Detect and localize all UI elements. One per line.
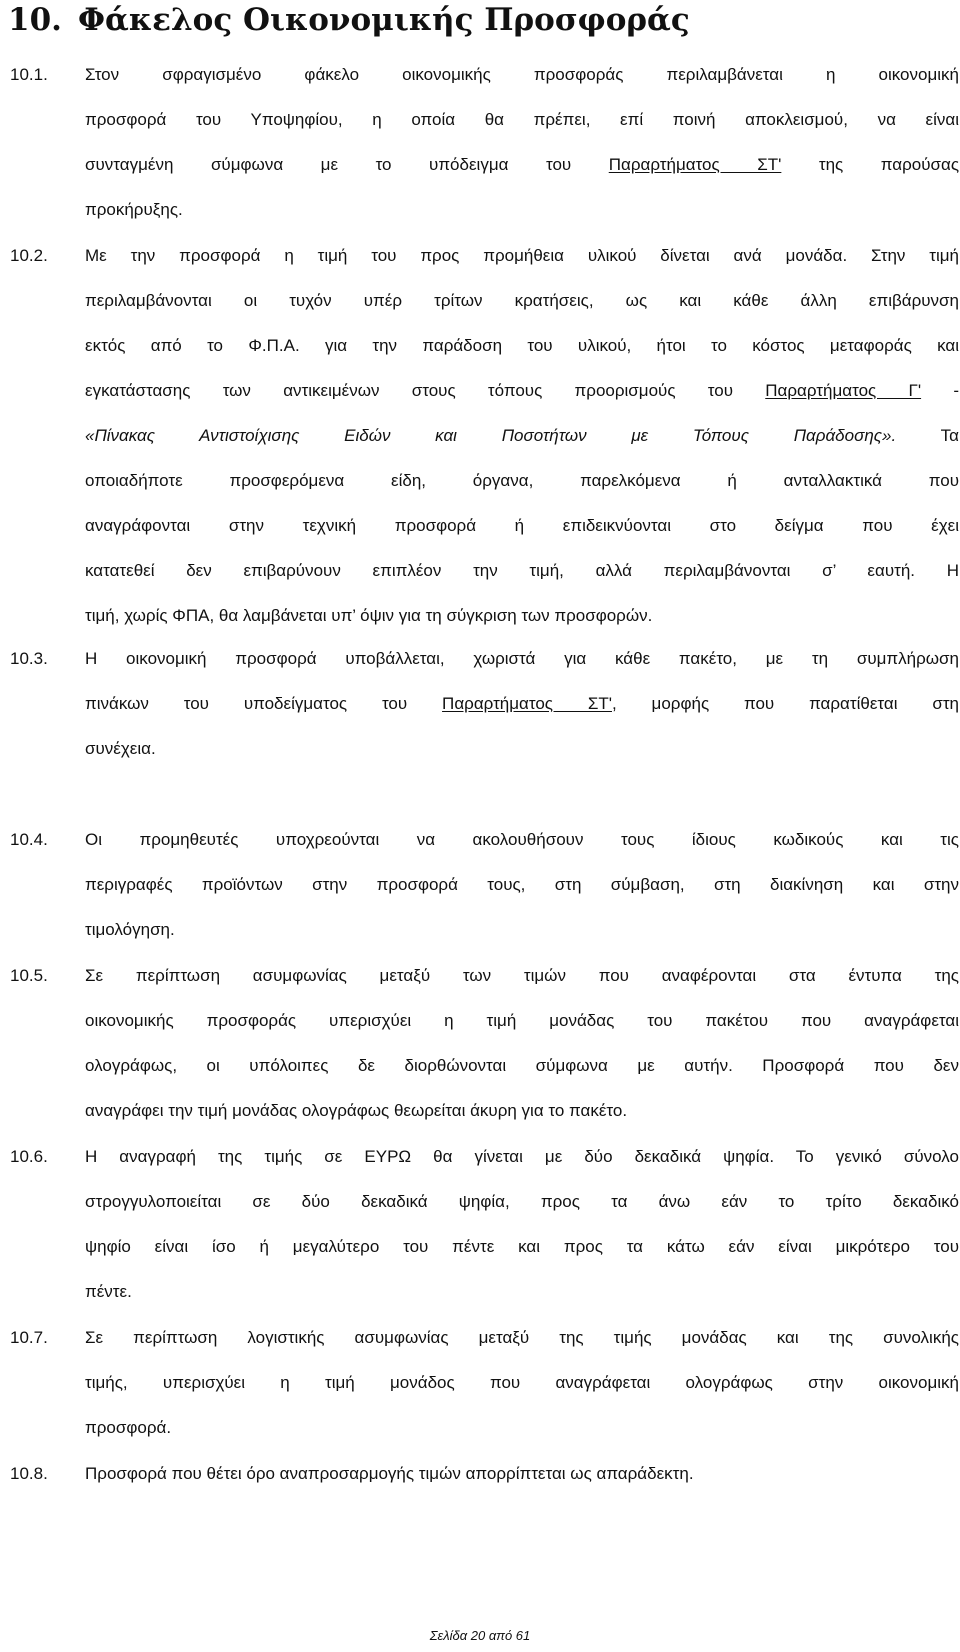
text-line — [85, 52, 959, 97]
section-paragraph — [85, 233, 959, 638]
annex-reference-link[interactable]: Παραρτήματος ΣΤ' — [608, 155, 782, 174]
section-paragraph — [85, 1315, 959, 1450]
text-line — [85, 998, 959, 1043]
text-line — [85, 1315, 959, 1360]
text-segment: περιγραφές προϊόντων στην προσφορά τους, στη σύμβαση, στη διακίνηση και στην — [85, 875, 959, 894]
text-line — [85, 97, 959, 142]
text-line — [85, 1043, 959, 1088]
text-segment: Στον σφραγισμένο φάκελο οικονομικής προσφοράς περιλαμβάνεται η οικονομική — [85, 65, 959, 84]
text-segment: Η οικονομική προσφορά υποβάλλεται, χωριστά για κάθε πακέτο, με τη συμπλήρωση — [85, 649, 959, 668]
section-number: 10.8. — [10, 1464, 48, 1483]
text-line — [85, 1451, 959, 1496]
text-segment: συνταγμένη σύμφωνα με το υπόδειγμα του — [85, 155, 609, 174]
annex-reference-link[interactable]: Παραρτήματος ΣΤ' — [442, 694, 612, 713]
text-segment: Σε περίπτωση ασυμφωνίας μεταξύ των τιμών που αναφέρονται στα έντυπα της — [85, 966, 959, 985]
text-segment: πέντε. — [85, 1282, 132, 1301]
text-line — [85, 278, 959, 323]
text-segment: οποιαδήποτε προσφερόμενα είδη, όργανα, παρελκόμενα ή ανταλλακτικά που — [85, 471, 959, 490]
text-segment: της παρούσας — [781, 155, 960, 174]
text-line — [85, 323, 959, 368]
text-line — [85, 1134, 959, 1179]
text-line — [85, 1360, 959, 1405]
text-segment: - — [921, 381, 959, 400]
text-line — [85, 233, 959, 278]
text-segment: προκήρυξης. — [85, 200, 183, 219]
page-footer: Σελίδα 20 από 61 — [429, 1628, 531, 1643]
text-segment: , μορφής που παρατίθεται στη — [611, 694, 959, 713]
text-line — [85, 681, 959, 726]
text-line — [85, 953, 959, 998]
text-line — [85, 1088, 959, 1133]
section-number: 10.5. — [10, 966, 48, 985]
text-line — [85, 368, 959, 413]
text-segment: αναγράφει την τιμή μονάδας ολογράφως θεωρείται άκυρη για το πακέτο. — [85, 1101, 628, 1120]
text-segment: Προσφορά που θέτει όρο αναπροσαρμογής τιμών απορρίπτεται ως απαράδεκτη. — [85, 1464, 694, 1483]
text-line — [85, 862, 959, 907]
text-line — [85, 726, 959, 771]
text-segment: Η αναγραφή της τιμής σε ΕΥΡΩ θα γίνεται με δύο δεκαδικά ψηφία. Το γενικό σύνολο — [85, 1147, 959, 1166]
text-line — [85, 458, 959, 503]
text-segment: στρογγυλοποιείται σε δύο δεκαδικά ψηφία, προς τα άνω εάν το τρίτο δεκαδικό — [85, 1192, 959, 1211]
text-line — [85, 636, 959, 681]
text-segment: προσφορά του Υποψηφίου, η οποία θα πρέπει, επί ποινή αποκλεισμού, να είναι — [85, 110, 959, 129]
text-segment: προσφορά. — [85, 1418, 172, 1437]
section-paragraph — [85, 636, 959, 771]
section-paragraph — [85, 52, 959, 232]
text-segment: πινάκων του υποδείγματος του — [85, 694, 443, 713]
section-number: 10.2. — [10, 246, 48, 265]
text-segment: Με την προσφορά η τιμή του προς προμήθεια υλικού δίνεται ανά μονάδα. Στην τιμή — [85, 246, 959, 265]
text-segment: ψηφίο είναι ίσο ή μεγαλύτερο του πέντε και προς τα κάτω εάν είναι μικρότερο του — [85, 1237, 959, 1256]
text-line — [85, 187, 959, 232]
section-paragraph — [85, 1451, 959, 1496]
text-segment: συνέχεια. — [85, 739, 156, 758]
annex-reference-link[interactable]: Παραρτήματος Γ' — [765, 381, 922, 400]
text-line — [85, 817, 959, 862]
text-line — [85, 1179, 959, 1224]
section-number: 10.6. — [10, 1147, 48, 1166]
text-line — [85, 907, 959, 952]
section-number: 10.4. — [10, 830, 48, 849]
text-segment: Σε περίπτωση λογιστικής ασυμφωνίας μεταξύ της τιμής μονάδας και της συνολικής — [85, 1328, 959, 1347]
text-line — [85, 413, 959, 458]
text-line — [85, 1269, 959, 1314]
text-line — [85, 593, 959, 638]
text-segment: κατατεθεί δεν επιβαρύνουν επιπλέον την τιμή, αλλά περιλαμβάνονται σ’ εαυτή. Η — [85, 561, 959, 580]
text-segment: περιλαμβάνονται οι τυχόν υπέρ τρίτων κρατήσεις, ως και κάθε άλλη επιβάρυνση — [85, 291, 959, 310]
section-paragraph — [85, 817, 959, 952]
text-line — [85, 503, 959, 548]
text-segment: Οι προμηθευτές υποχρεούνται να ακολουθήσουν τους ίδιους κωδικούς και τις — [85, 830, 959, 849]
italic-text: «Πίνακας Αντιστοίχισης Ειδών και Ποσοτήτων με Τόπους Παράδοσης». — [85, 426, 897, 445]
text-line — [85, 1405, 959, 1450]
text-segment: εγκατάστασης των αντικειμένων στους τόπους προορισμούς του — [85, 381, 766, 400]
heading-title: Φάκελος Οικονομικής Προσφοράς — [78, 2, 690, 38]
text-segment: οικονομικής προσφοράς υπερισχύει η τιμή μονάδας του πακέτου που αναγράφεται — [85, 1011, 959, 1030]
section-paragraph — [85, 953, 959, 1133]
text-segment: τιμή, χωρίς ΦΠΑ, θα λαμβάνεται υπ’ όψιν για τη σύγκριση των προσφορών. — [85, 606, 653, 625]
text-segment: τιμολόγηση. — [85, 920, 175, 939]
text-line — [85, 548, 959, 593]
section-number: 10.7. — [10, 1328, 48, 1347]
text-segment: τιμής, υπερισχύει η τιμή μονάδος που αναγράφεται ολογράφως στην οικονομική — [85, 1373, 959, 1392]
heading-number: 10. — [8, 2, 62, 38]
section-number: 10.3. — [10, 649, 48, 668]
text-line — [85, 142, 959, 187]
text-segment: ολογράφως, οι υπόλοιπες δε διορθώνονται σύμφωνα με αυτήν. Προσφορά που δεν — [85, 1056, 959, 1075]
text-segment: εκτός από το Φ.Π.Α. για την παράδοση του υλικού, ήτοι το κόστος μεταφοράς και — [85, 336, 959, 355]
text-line — [85, 1224, 959, 1269]
section-number: 10.1. — [10, 65, 48, 84]
text-segment: αναγράφονται στην τεχνική προσφορά ή επιδεικνύονται στο δείγμα που έχει — [85, 516, 959, 535]
section-paragraph — [85, 1134, 959, 1314]
page-title — [8, 0, 690, 40]
text-segment: Τα — [896, 426, 959, 445]
